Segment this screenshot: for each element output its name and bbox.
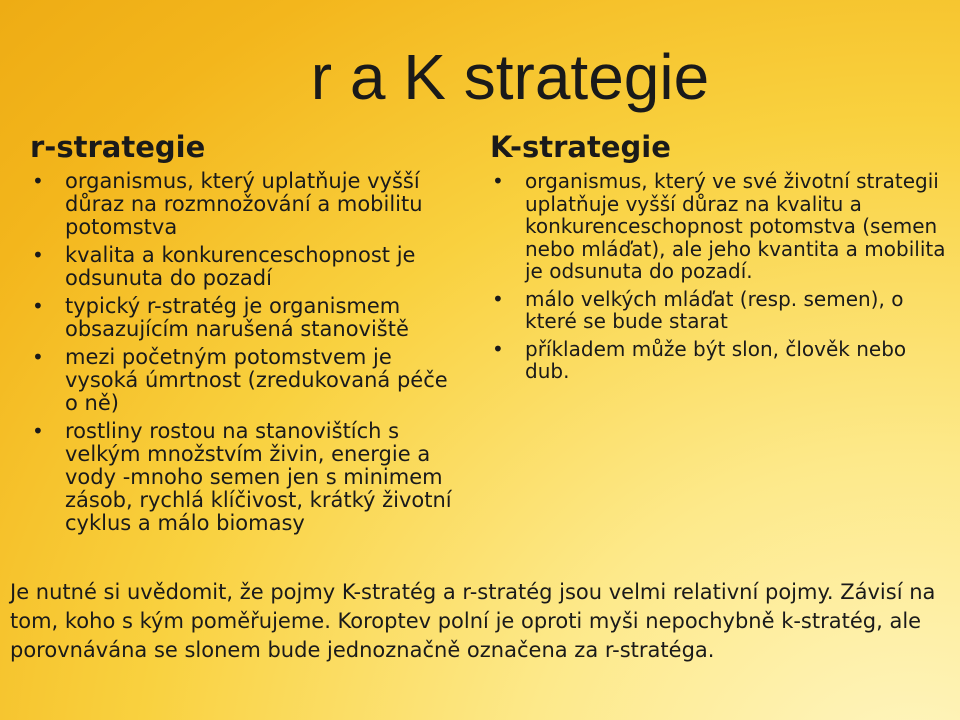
k-strategy-column <box>490 130 950 388</box>
r-strategy-heading: r-strategie <box>30 130 206 164</box>
slide-title: r a K strategie <box>310 41 710 113</box>
list-item: • kvalita a konkurenceschopnost je odsunuta do pozadí <box>32 243 416 290</box>
relativity-note: Je nutné si uvědomit, že pojmy K-stratég a r-stratég jsou velmi relativní pojmy. Závisí na tom, koho s kým poměřujeme. Koroptev polní je oproti myši nepochybně k-stratég, ale porovnávána se slonem bude jednoznačně označena za r-stratéga. <box>10 580 936 662</box>
r-strategy-column <box>30 130 460 540</box>
list-item: • mezi početným potomstvem je vysoká úmrtnost (zredukovaná péče o ně) <box>32 345 448 415</box>
k-strategy-list <box>490 170 950 383</box>
bullet-icon: • <box>32 345 44 369</box>
list-item: • organismus, který ve své životní strategii uplatňuje vyšší důraz na kvalitu a konkurenceschopnost potomstva (semen nebo mláďat), ale jeho kvantita a mobilita je odsunuta do pozadí. <box>492 169 946 283</box>
bullet-icon: • <box>32 243 44 267</box>
bullet-icon: • <box>492 336 504 361</box>
list-item: • rostliny rostou na stanovištích s velkým množstvím živin, energie a vody -mnoho semen jen s minimem zásob, rychlá klíčivost, krátký životní cyklus a málo biomasy <box>32 419 452 535</box>
bullet-icon: • <box>32 294 44 318</box>
k-strategy-heading: K-strategie <box>490 130 671 164</box>
bullet-icon: • <box>32 419 44 443</box>
list-item: • příkladem může být slon, člověk nebo dub. <box>492 336 907 383</box>
bullet-icon: • <box>32 169 44 193</box>
bullet-icon: • <box>492 286 504 311</box>
r-strategy-list <box>30 170 460 535</box>
bullet-icon: • <box>492 169 504 193</box>
list-item: • málo velkých mláďat (resp. semen), o které se bude starat <box>492 286 904 333</box>
list-item: • organismus, který uplatňuje vyšší důraz na rozmnožování a mobilitu potomstva <box>32 169 423 239</box>
list-item: • typický r-stratég je organismem obsazujícím narušená stanoviště <box>32 294 409 341</box>
